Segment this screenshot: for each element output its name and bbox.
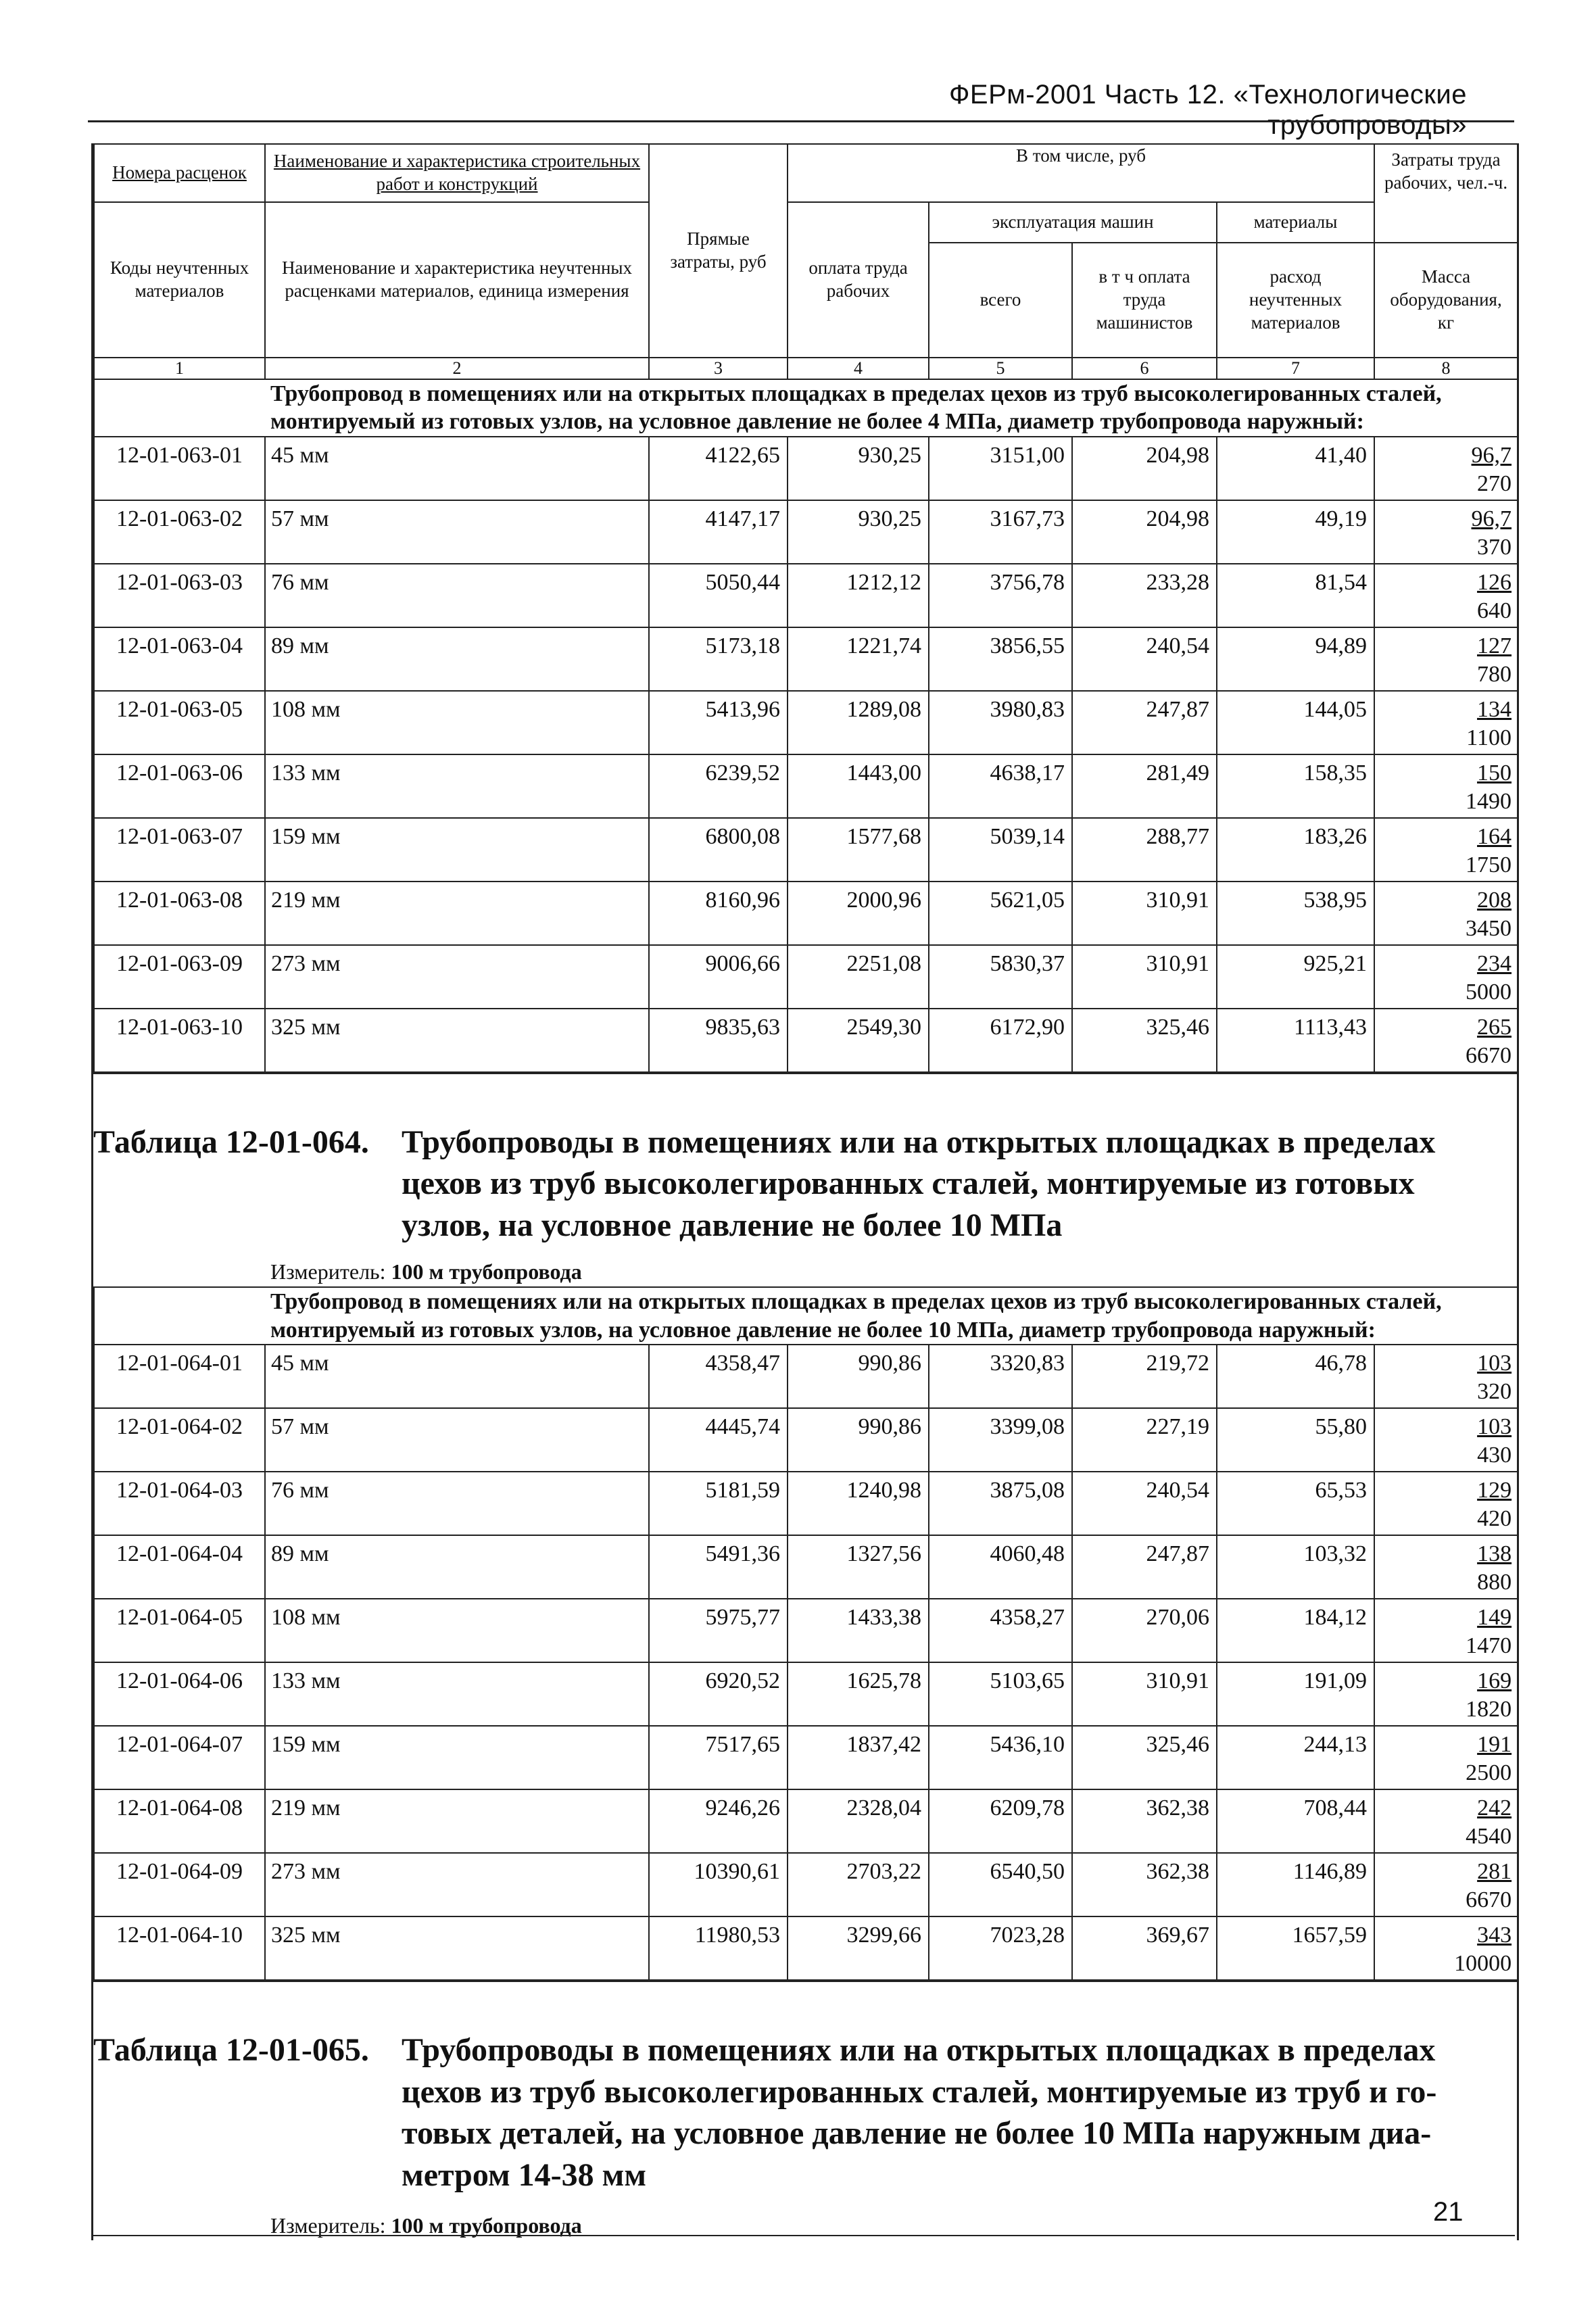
machine-cost: 3151,00 — [929, 437, 1072, 500]
labor-mass-cell — [1374, 818, 1518, 882]
table-12-01-064-heading — [93, 1073, 1517, 1286]
labor-cost: 1327,56 — [788, 1535, 929, 1599]
labor-cost: 2549,30 — [788, 1009, 929, 1072]
machine-cost: 4060,48 — [929, 1535, 1072, 1599]
labor-mass-cell — [1374, 1662, 1518, 1726]
rate-code: 12-01-063-07 — [94, 818, 265, 882]
rate-code: 12-01-064-06 — [94, 1662, 265, 1726]
machine-cost: 3980,83 — [929, 691, 1072, 754]
rates-table-2 — [93, 1286, 1518, 1981]
rate-code: 12-01-064-02 — [94, 1408, 265, 1472]
direct-cost: 9246,26 — [649, 1789, 788, 1853]
col1-header-bottom: Коды неучтенных материалов — [94, 202, 265, 358]
labor-mass-cell — [1374, 1853, 1518, 1916]
material-cost: 144,05 — [1217, 691, 1374, 754]
labor-cost: 1837,42 — [788, 1726, 929, 1789]
table-meter: Измеритель: 100 м трубопровода — [270, 1259, 582, 1284]
labor-hours: 126 — [1477, 569, 1512, 595]
material-cost: 708,44 — [1217, 1789, 1374, 1853]
labor-hours: 150 — [1477, 760, 1512, 786]
machine-cost: 3399,08 — [929, 1408, 1072, 1472]
work-name: 159 мм — [265, 1726, 649, 1789]
table-row — [94, 627, 1518, 691]
rates-table — [93, 143, 1518, 1073]
work-name: 325 мм — [265, 1009, 649, 1072]
material-cost: 103,32 — [1217, 1535, 1374, 1599]
rate-code: 12-01-064-09 — [94, 1853, 265, 1916]
labor-cost: 990,86 — [788, 1345, 929, 1408]
operator-labor-cost: 362,38 — [1072, 1789, 1217, 1853]
labor-cost: 2703,22 — [788, 1853, 929, 1916]
labor-hours: 127 — [1477, 633, 1512, 658]
operator-labor-cost: 270,06 — [1072, 1599, 1217, 1662]
machines-header: эксплуатация машин — [929, 202, 1217, 243]
equipment-mass: 640 — [1477, 598, 1512, 623]
labor-hours: 134 — [1477, 696, 1512, 722]
col-number: 6 — [1072, 358, 1217, 379]
work-name: 76 мм — [265, 1472, 649, 1535]
direct-cost: 5413,96 — [649, 691, 788, 754]
col8-header-bottom: Масса оборудования, кг — [1374, 243, 1518, 358]
table-title: Таблица 12-01-065. Трубопроводы в помещениях или на открытых площадках в пределах цехов из труб высоколегированных сталей, монтируемые из труб и го- товых деталей, на условное давление не более 10 МПа наружным диа- метром 14-38 мм — [93, 2032, 1437, 2193]
labor-hours: 343 — [1477, 1923, 1512, 1948]
equipment-mass: 2500 — [1466, 1760, 1512, 1786]
equipment-mass: 1750 — [1466, 852, 1512, 877]
operator-labor-cost: 204,98 — [1072, 500, 1217, 564]
labor-mass-cell — [1374, 564, 1518, 627]
materials-header: материалы — [1217, 202, 1374, 243]
table-row — [94, 945, 1518, 1009]
labor-hours: 169 — [1477, 1668, 1512, 1694]
labor-cost: 1212,12 — [788, 564, 929, 627]
header-rule — [88, 120, 1514, 122]
work-name: 89 мм — [265, 627, 649, 691]
equipment-mass: 270 — [1477, 471, 1512, 496]
table-row — [94, 1408, 1518, 1472]
equipment-mass: 780 — [1477, 661, 1512, 687]
labor-mass-cell — [1374, 1535, 1518, 1599]
material-cost: 1657,59 — [1217, 1916, 1374, 1980]
labor-cost: 1433,38 — [788, 1599, 929, 1662]
material-cost: 49,19 — [1217, 500, 1374, 564]
incl-header: В том числе, руб — [788, 144, 1374, 202]
equipment-mass: 1470 — [1466, 1633, 1512, 1659]
equipment-mass: 430 — [1477, 1443, 1512, 1468]
machine-cost: 6209,78 — [929, 1789, 1072, 1853]
direct-cost: 4122,65 — [649, 437, 788, 500]
labor-hours: 164 — [1477, 823, 1512, 849]
labor-mass-cell — [1374, 945, 1518, 1009]
material-cost: 41,40 — [1217, 437, 1374, 500]
operator-labor-cost: 325,46 — [1072, 1009, 1217, 1072]
work-name: 273 мм — [265, 1853, 649, 1916]
labor-cost: 1577,68 — [788, 818, 929, 882]
table-row — [94, 1789, 1518, 1853]
labor-hours: 208 — [1477, 887, 1512, 913]
table-row — [94, 1009, 1518, 1072]
rate-code: 12-01-064-03 — [94, 1472, 265, 1535]
labor-cost: 1443,00 — [788, 754, 929, 818]
material-cost: 1146,89 — [1217, 1853, 1374, 1916]
machine-cost: 5039,14 — [929, 818, 1072, 882]
labor-cost: 1240,98 — [788, 1472, 929, 1535]
col2-header-top: Наименование и характеристика строительных работ и конструкций — [265, 144, 649, 202]
machine-cost: 5621,05 — [929, 882, 1072, 945]
direct-cost: 5173,18 — [649, 627, 788, 691]
labor-hours: 138 — [1477, 1541, 1512, 1567]
direct-cost: 5491,36 — [649, 1535, 788, 1599]
machine-cost: 4358,27 — [929, 1599, 1072, 1662]
material-cost: 1113,43 — [1217, 1009, 1374, 1072]
direct-cost: 11980,53 — [649, 1916, 788, 1980]
labor-hours: 265 — [1477, 1014, 1512, 1040]
material-cost: 55,80 — [1217, 1408, 1374, 1472]
direct-cost: 4147,17 — [649, 500, 788, 564]
equipment-mass: 420 — [1477, 1506, 1512, 1532]
table-row — [94, 437, 1518, 500]
operator-labor-cost: 288,77 — [1072, 818, 1217, 882]
col-number: 3 — [649, 358, 788, 379]
material-cost: 183,26 — [1217, 818, 1374, 882]
machine-cost: 5103,65 — [929, 1662, 1072, 1726]
rate-code: 12-01-063-01 — [94, 437, 265, 500]
rate-code: 12-01-063-05 — [94, 691, 265, 754]
table-row — [94, 1726, 1518, 1789]
labor-mass-cell — [1374, 754, 1518, 818]
work-name: 89 мм — [265, 1535, 649, 1599]
col-number: 1 — [94, 358, 265, 379]
work-name: 133 мм — [265, 1662, 649, 1726]
material-cost: 925,21 — [1217, 945, 1374, 1009]
machine-cost: 3856,55 — [929, 627, 1072, 691]
operator-labor-cost: 233,28 — [1072, 564, 1217, 627]
rate-code: 12-01-064-04 — [94, 1535, 265, 1599]
bottom-rule — [91, 2235, 1515, 2236]
rate-code: 12-01-064-10 — [94, 1916, 265, 1980]
operator-labor-cost: 310,91 — [1072, 882, 1217, 945]
table-row — [94, 1599, 1518, 1662]
operator-labor-cost: 240,54 — [1072, 627, 1217, 691]
operator-labor-cost: 310,91 — [1072, 945, 1217, 1009]
rate-code: 12-01-063-04 — [94, 627, 265, 691]
section-title: Трубопровод в помещениях или на открытых площадках в пределах цехов из труб высоколегированных сталей, монтируемый из готовых узлов, на условное давление не более 10 МПа, диаметр трубопровода наружный: — [265, 1287, 1518, 1345]
operator-labor-cost: 325,46 — [1072, 1726, 1217, 1789]
labor-cost: 1625,78 — [788, 1662, 929, 1726]
labor-cost: 1289,08 — [788, 691, 929, 754]
work-name: 159 мм — [265, 818, 649, 882]
labor-cost: 2251,08 — [788, 945, 929, 1009]
labor-mass-cell — [1374, 691, 1518, 754]
machine-cost: 4638,17 — [929, 754, 1072, 818]
equipment-mass: 10000 — [1454, 1951, 1512, 1977]
material-cost: 81,54 — [1217, 564, 1374, 627]
labor-mass-cell — [1374, 1726, 1518, 1789]
col-number: 5 — [929, 358, 1072, 379]
table-title: Таблица 12-01-064. Трубопроводы в помещениях или на открытых площадках в пределах цехов из труб высоколегированных сталей, монтируемые из готовых узлов, на условное давление не более 10 МПа — [93, 1124, 1436, 1243]
page-number: 21 — [1433, 2197, 1464, 2227]
operator-labor-cost: 247,87 — [1072, 1535, 1217, 1599]
direct-cost: 4445,74 — [649, 1408, 788, 1472]
operator-labor-cost: 227,19 — [1072, 1408, 1217, 1472]
col1-header-top: Номера расценок — [94, 144, 265, 202]
rate-code: 12-01-064-05 — [94, 1599, 265, 1662]
equipment-mass: 3450 — [1466, 915, 1512, 941]
labor-mass-cell — [1374, 1789, 1518, 1853]
table-row — [94, 882, 1518, 945]
labor-mass-cell — [1374, 1009, 1518, 1072]
col7-header: расход неучтенных материалов — [1217, 243, 1374, 358]
work-name: 219 мм — [265, 1789, 649, 1853]
section-title: Трубопровод в помещениях или на открытых площадках в пределах цехов из труб высоколегированных сталей, монтируемый из готовых узлов, на условное давление не более 4 МПа, диаметр трубопровода наружный: — [265, 379, 1518, 437]
col3-header: Прямые затраты, руб — [649, 144, 788, 358]
operator-labor-cost: 362,38 — [1072, 1853, 1217, 1916]
labor-hours: 281 — [1477, 1859, 1512, 1885]
machine-cost: 6540,50 — [929, 1853, 1072, 1916]
section1-rows — [94, 437, 1518, 1072]
work-name: 133 мм — [265, 754, 649, 818]
work-name: 325 мм — [265, 1916, 649, 1980]
direct-cost: 5181,59 — [649, 1472, 788, 1535]
labor-mass-cell — [1374, 1408, 1518, 1472]
operator-labor-cost: 247,87 — [1072, 691, 1217, 754]
equipment-mass: 1100 — [1466, 725, 1512, 750]
direct-cost: 6920,52 — [649, 1662, 788, 1726]
labor-hours: 129 — [1477, 1478, 1512, 1503]
machine-cost: 7023,28 — [929, 1916, 1072, 1980]
direct-cost: 9006,66 — [649, 945, 788, 1009]
table-row — [94, 818, 1518, 882]
table-meter: Измеритель: 100 м трубопровода — [270, 2213, 582, 2238]
col5-header: всего — [929, 243, 1072, 358]
material-cost: 94,89 — [1217, 627, 1374, 691]
labor-hours: 242 — [1477, 1795, 1512, 1821]
material-cost: 158,35 — [1217, 754, 1374, 818]
table-row — [94, 754, 1518, 818]
work-name: 219 мм — [265, 882, 649, 945]
labor-cost: 2000,96 — [788, 882, 929, 945]
labor-mass-cell — [1374, 437, 1518, 500]
labor-cost: 990,86 — [788, 1408, 929, 1472]
direct-cost: 4358,47 — [649, 1345, 788, 1408]
direct-cost: 10390,61 — [649, 1853, 788, 1916]
material-cost: 244,13 — [1217, 1726, 1374, 1789]
document-body — [91, 143, 1519, 2240]
machine-cost: 5436,10 — [929, 1726, 1072, 1789]
labor-hours: 96,7 — [1471, 506, 1512, 531]
material-cost: 65,53 — [1217, 1472, 1374, 1535]
table-row — [94, 691, 1518, 754]
machine-cost: 3167,73 — [929, 500, 1072, 564]
labor-hours: 149 — [1477, 1605, 1512, 1631]
labor-hours: 103 — [1477, 1351, 1512, 1376]
rate-code: 12-01-064-07 — [94, 1726, 265, 1789]
operator-labor-cost: 204,98 — [1072, 437, 1217, 500]
operator-labor-cost: 369,67 — [1072, 1916, 1217, 1980]
machine-cost: 3756,78 — [929, 564, 1072, 627]
work-name: 45 мм — [265, 437, 649, 500]
work-name: 273 мм — [265, 945, 649, 1009]
col6-header: в т ч оплата труда машинистов — [1072, 243, 1217, 358]
equipment-mass: 370 — [1477, 534, 1512, 560]
labor-mass-cell — [1374, 1599, 1518, 1662]
equipment-mass: 4540 — [1466, 1824, 1512, 1850]
work-name: 45 мм — [265, 1345, 649, 1408]
equipment-mass: 1820 — [1466, 1697, 1512, 1722]
col8-header-top: Затраты труда рабочих, чел.-ч. — [1374, 144, 1518, 243]
direct-cost: 8160,96 — [649, 882, 788, 945]
table-row — [94, 564, 1518, 627]
material-cost: 538,95 — [1217, 882, 1374, 945]
labor-cost: 930,25 — [788, 500, 929, 564]
section2-rows — [94, 1345, 1518, 1980]
table-row — [94, 1916, 1518, 1980]
operator-labor-cost: 240,54 — [1072, 1472, 1217, 1535]
rate-code: 12-01-063-09 — [94, 945, 265, 1009]
labor-mass-cell — [1374, 1916, 1518, 1980]
labor-hours: 96,7 — [1471, 442, 1512, 468]
equipment-mass: 6670 — [1466, 1042, 1512, 1068]
operator-labor-cost: 219,72 — [1072, 1345, 1217, 1408]
table-row — [94, 1472, 1518, 1535]
col4-header: оплата труда рабочих — [788, 202, 929, 358]
rate-code: 12-01-063-06 — [94, 754, 265, 818]
rate-code: 12-01-063-02 — [94, 500, 265, 564]
material-cost: 46,78 — [1217, 1345, 1374, 1408]
machine-cost: 5830,37 — [929, 945, 1072, 1009]
equipment-mass: 5000 — [1466, 979, 1512, 1005]
table-12-01-065-heading — [93, 1981, 1517, 2240]
work-name: 108 мм — [265, 691, 649, 754]
labor-mass-cell — [1374, 500, 1518, 564]
table-row — [94, 1662, 1518, 1726]
work-name: 108 мм — [265, 1599, 649, 1662]
equipment-mass: 1490 — [1466, 788, 1512, 814]
table-row — [94, 1535, 1518, 1599]
col2-header-bottom: Наименование и характеристика неучтенных расценками материалов, единица измерения — [265, 202, 649, 358]
work-name: 76 мм — [265, 564, 649, 627]
rate-code: 12-01-063-10 — [94, 1009, 265, 1072]
material-cost: 191,09 — [1217, 1662, 1374, 1726]
labor-cost: 3299,66 — [788, 1916, 929, 1980]
col-number: 2 — [265, 358, 649, 379]
direct-cost: 7517,65 — [649, 1726, 788, 1789]
operator-labor-cost: 281,49 — [1072, 754, 1217, 818]
direct-cost: 6800,08 — [649, 818, 788, 882]
rate-code: 12-01-064-01 — [94, 1345, 265, 1408]
col-number: 7 — [1217, 358, 1374, 379]
direct-cost: 5050,44 — [649, 564, 788, 627]
labor-hours: 191 — [1477, 1732, 1512, 1758]
direct-cost: 6239,52 — [649, 754, 788, 818]
labor-cost: 930,25 — [788, 437, 929, 500]
running-header: ФЕРм-2001 Часть 12. «Технологические трубопроводы» — [949, 80, 1467, 140]
work-name: 57 мм — [265, 1408, 649, 1472]
direct-cost: 9835,63 — [649, 1009, 788, 1072]
labor-mass-cell — [1374, 1472, 1518, 1535]
labor-mass-cell — [1374, 1345, 1518, 1408]
machine-cost: 3320,83 — [929, 1345, 1072, 1408]
direct-cost: 5975,77 — [649, 1599, 788, 1662]
table-row — [94, 1345, 1518, 1408]
rate-code: 12-01-064-08 — [94, 1789, 265, 1853]
material-cost: 184,12 — [1217, 1599, 1374, 1662]
labor-cost: 1221,74 — [788, 627, 929, 691]
labor-mass-cell — [1374, 627, 1518, 691]
equipment-mass: 320 — [1477, 1379, 1512, 1405]
machine-cost: 3875,08 — [929, 1472, 1072, 1535]
equipment-mass: 880 — [1477, 1570, 1512, 1595]
col-number: 8 — [1374, 358, 1518, 379]
rate-code: 12-01-063-08 — [94, 882, 265, 945]
operator-labor-cost: 310,91 — [1072, 1662, 1217, 1726]
machine-cost: 6172,90 — [929, 1009, 1072, 1072]
table-row — [94, 500, 1518, 564]
equipment-mass: 6670 — [1466, 1887, 1512, 1913]
rate-code: 12-01-063-03 — [94, 564, 265, 627]
labor-mass-cell — [1374, 882, 1518, 945]
labor-cost: 2328,04 — [788, 1789, 929, 1853]
labor-hours: 103 — [1477, 1414, 1512, 1440]
labor-hours: 234 — [1477, 950, 1512, 976]
table-row — [94, 1853, 1518, 1916]
work-name: 57 мм — [265, 500, 649, 564]
col-number: 4 — [788, 358, 929, 379]
